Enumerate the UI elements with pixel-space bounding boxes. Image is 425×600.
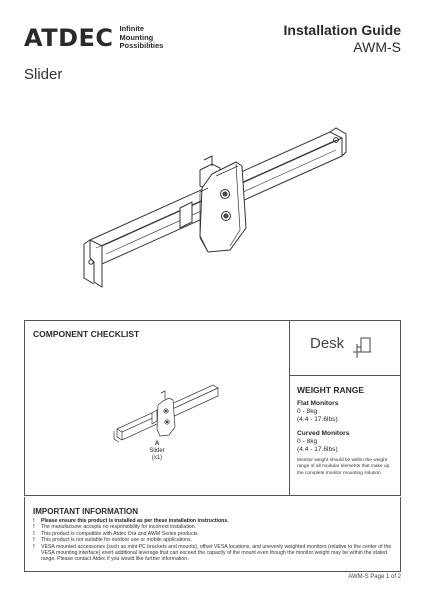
curved-monitors-heading: Curved Monitors	[297, 430, 350, 437]
warning-icon: !	[33, 524, 35, 531]
guide-header	[284, 22, 401, 55]
page-footer: AWM-S Page 1 of 2	[348, 574, 401, 580]
list-item: ! This product is compatible with Atdec Ora and AWM Series products.	[33, 530, 200, 537]
flat-monitors	[297, 400, 397, 425]
weight-range-title: WEIGHT RANGE	[297, 385, 365, 395]
list-item: ! This product is not suitable for outdoor use or mobile applications.	[33, 537, 193, 544]
curved-monitors	[297, 430, 397, 455]
tagline-line: Infinite	[119, 24, 145, 34]
mount-type-label: Desk	[310, 335, 345, 352]
component-checklist	[24, 320, 290, 496]
list-item: ! Please ensure this product is installed as per these installation instructions.	[33, 518, 229, 524]
curved-monitors-range: 0 - 8kg	[297, 438, 318, 446]
desk-mount-icon	[352, 337, 372, 359]
logo-tagline	[120, 25, 164, 51]
logo-wordmark: ATDEC	[24, 24, 114, 52]
warning-icon: !	[33, 537, 35, 544]
checklist-title: COMPONENT CHECKLIST	[33, 329, 140, 339]
tagline-line: Possibilities	[119, 41, 164, 51]
model-number: AWM-S	[353, 39, 401, 55]
flat-monitors-range: 0 - 8kg	[297, 408, 318, 416]
important-information	[24, 497, 401, 572]
product-name: Slider	[24, 66, 63, 83]
item-name: Slider	[149, 448, 165, 454]
slider-illustration	[80, 112, 350, 302]
important-list	[33, 518, 395, 563]
slider-thumbnail	[113, 367, 223, 447]
item-quantity: (x1)	[151, 455, 163, 461]
list-item: ! VESA mounted accessories (such as mini PC brackets and mounts), offset VESA locations, and unevenly weighted monitors (relative to the center of the VESA mounting interface) exert additional leverage that can exceed the capacity of the mount even though the monitor weight may be within the stated range. Please contact Atdec if you would like further information.	[33, 543, 392, 563]
weight-note: Monitor weight should be within the weight range of all modular elements that make up the complete monitor mounting solution.	[297, 458, 390, 476]
warning-icon: !	[33, 530, 35, 537]
important-title: IMPORTANT INFORMATION	[33, 507, 139, 516]
tagline-line: Mounting	[119, 32, 154, 42]
flat-monitors-heading: Flat Monitors	[297, 400, 339, 407]
atdec-logo	[24, 24, 163, 52]
warning-icon: !	[33, 518, 35, 524]
guide-title: Installation Guide	[283, 22, 401, 38]
item-letter: A	[154, 441, 160, 447]
flat-monitors-range-lbs: (4.4 - 17.6lbs)	[297, 416, 338, 424]
list-item: ! The manufacturer accepts no responsibility for incorrect installation.	[33, 524, 197, 531]
weight-range-box	[290, 376, 401, 496]
warning-icon: !	[33, 543, 35, 550]
curved-monitors-range-lbs: (4.4 - 17.6lbs)	[297, 446, 338, 454]
mount-type-box	[290, 320, 401, 376]
